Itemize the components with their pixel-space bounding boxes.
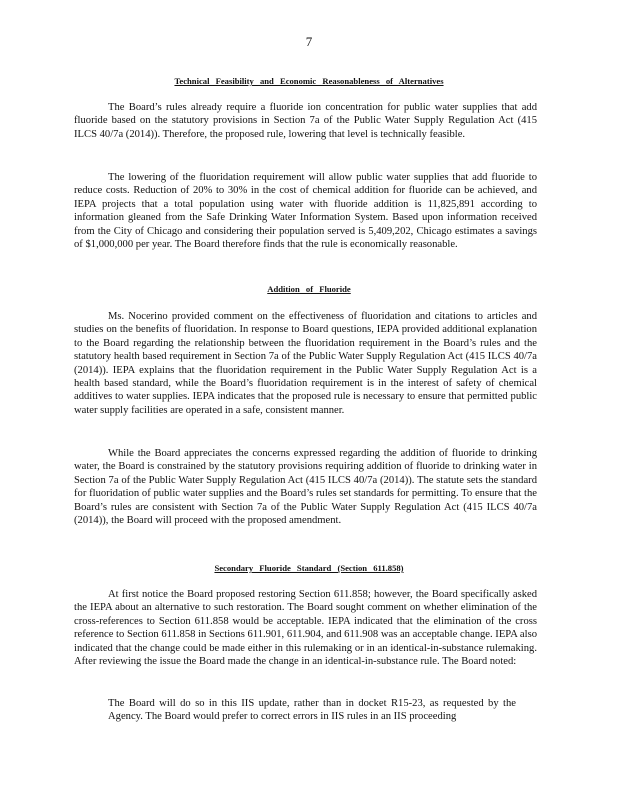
section-heading-secondary: Secondary Fluoride Standard (Section 611.858) [214,563,404,573]
paragraph-secondary-1: At first notice the Board proposed restoring Section 611.858; however, the Board specifically asked the IEPA about an alternative to such restoration. The Board sought comment on whether elimination of the cross-references to Section 611.858 would be acceptable. IEPA indicated that the elimination of the cross reference to Section 611.858 in Sections 611.901, 611.904, and 611.908 was an acceptable change. IEPA also indicated that the change could be made either in this rulemaking or in an identical-in-substance rulemaking. After reviewing the issue the Board made the change in an identical-in-substance rule. The Board noted: [74,589,537,668]
paragraph-feasibility-1: The Board’s rules already require a fluoride ion concentration for public water supplies that add fluoride based on the statutory provisions in Section 7a of the Public Water Supply Regulation Act (415 ILCS 40/7a (2014)). Therefore, the proposed rule, lowering that level is technically feasible. [74,102,537,140]
paragraph-feasibility-2: The lowering of the fluoridation requirement will allow public water supplies that add fluoride to reduce costs. Reduction of 20% to 30% in the cost of chemical addition for fluoride can be achieved, and IEPA projects that a total population using water with fluoride addition is 11,825,891 according to information gleaned from the Safe Drinking Water Information System. Based upon information received from the City of Chicago and considering their population served is 5,409,202, Chicago estimates a savings of $1,000,000 per year. The Board therefore finds that the rule is economically reasonable. [74,172,537,251]
paragraph-addition-1: Ms. Nocerino provided comment on the effectiveness of fluoridation and citations to articles and studies on the benefits of fluoridation. In response to Board questions, IEPA provided additional explanation to the Board regarding the relationship between the fluoridation requirement in the Board’s rules and the statutory health based requirement in Section 7a of the Public Water Supply Regulation Act (415 ILCS 40/7a (2014)). IEPA explains that the fluoridation requirement in the Public Water Supply Regulation Act is a health based standard, while the Board’s fluoridation requirement is in the interest of safety of chemical additives to water supplies. IEPA indicates that the proposed rule is necessary to ensure that permitted public water supply facilities are operated in a safe, consistent manner. [74,311,537,416]
section-heading-addition: Addition of Fluoride [267,284,351,294]
section-heading-feasibility: Technical Feasibility and Economic Reasonableness of Alternatives [174,76,444,86]
page-number: 7 [305,34,313,49]
block-quote: The Board will do so in this IIS update, rather than in docket R15-23, as requested by the Agency. The Board would prefer to correct errors in IIS rules in an IIS proceeding [108,698,516,723]
paragraph-addition-2: While the Board appreciates the concerns expressed regarding the addition of fluoride to drinking water, the Board is constrained by the statutory provisions requiring addition of fluoride to drinking water in Section 7a of the Public Water Supply Regulation Act (415 ILCS 40/7a (2014)). The statute sets the standard for fluoridation of public water supplies and the Board’s rules set standards for permitting. To ensure that the Board’s rules are consistent with Section 7a of the Public Water Supply Regulation Act (415 ILCS 40/7a (2014)), the Board will proceed with the proposed amendment. [74,448,537,527]
